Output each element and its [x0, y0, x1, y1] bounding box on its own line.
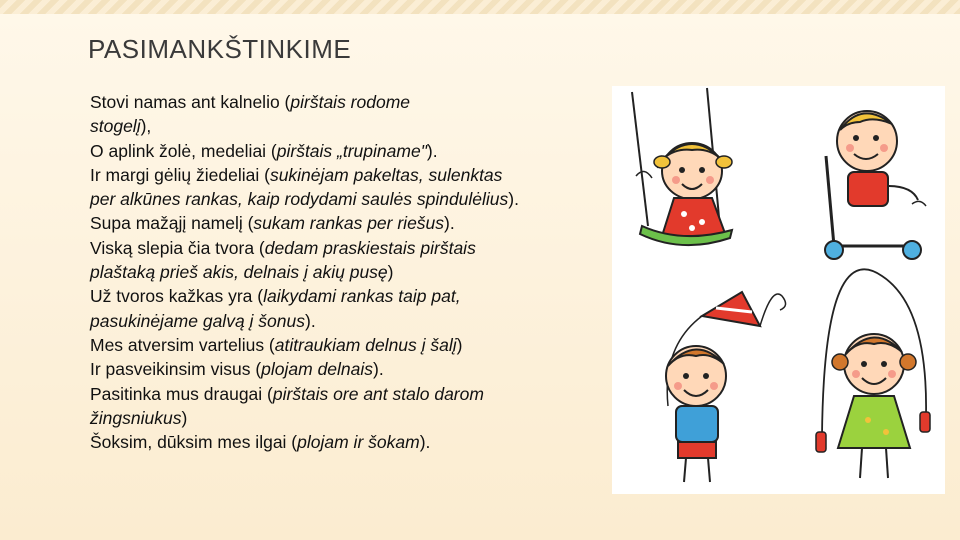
text-line-italic: per alkūnes rankas, kaip rodydami saulės spindulėlius	[90, 189, 509, 210]
text-line-plain: Šoksim, dūksim mes ilgai (	[90, 432, 298, 453]
text-line-plain: Supa mažąjį namelį (	[90, 213, 254, 234]
text-line	[90, 430, 620, 454]
text-line-italic: stogelį	[90, 116, 141, 137]
text-line-plain: Stovi namas ant kalnelio (	[90, 92, 291, 112]
text-line-plain: Pasitinka mus draugai (	[90, 383, 273, 404]
girl-with-jump-rope	[816, 269, 930, 478]
text-line	[90, 382, 620, 406]
text-line	[90, 260, 620, 284]
text-line-italic: plojam delnais	[261, 359, 374, 380]
text-line-italic: laikydami rankas taip pat,	[263, 286, 461, 307]
text-line-plain-end: ).	[508, 189, 519, 210]
text-line	[90, 90, 620, 114]
text-line-plain-end: ).	[305, 310, 316, 331]
text-line-plain-end: )	[456, 334, 463, 355]
text-line-italic: plaštaką prieš akis, delnais į akių pusę	[90, 262, 388, 283]
text-line	[90, 236, 620, 260]
text-line-italic: atitraukiam delnus į šalį	[274, 334, 457, 355]
children-illustration	[612, 86, 945, 494]
text-line	[90, 333, 620, 357]
text-line-italic: sukam rankas per riešus	[253, 213, 445, 234]
text-line	[90, 357, 620, 381]
exercise-text	[90, 90, 620, 454]
text-line-italic: pirštais rodome	[290, 92, 411, 112]
text-line-plain-end: ).	[419, 432, 431, 453]
text-line-plain-end: )	[387, 262, 394, 283]
boy-on-scooter	[825, 111, 926, 259]
girl-on-swing	[632, 88, 732, 245]
text-line-italic: dedam praskiestais pirštais	[264, 237, 476, 258]
text-line	[90, 284, 620, 308]
text-line	[90, 114, 620, 138]
text-line-italic: pirštais „trupiname"	[276, 140, 427, 161]
text-line-italic: žingsniukus	[90, 407, 182, 428]
text-line	[90, 309, 620, 333]
text-line-plain: Už tvoros kažkas yra (	[90, 286, 264, 307]
text-line-italic: pasukinėjame galvą į šonus	[90, 310, 305, 331]
text-line-plain: Ir pasveikinsim visus (	[90, 359, 262, 380]
text-line	[90, 163, 620, 187]
text-line-plain: Mes atversim vartelius (	[90, 334, 275, 355]
text-line-plain: O aplink žolė, medeliai (	[90, 140, 277, 161]
slide-title: PASIMANKŠTINKIME	[88, 34, 352, 64]
text-line-plain: Ir margi gėlių žiedeliai (	[90, 164, 270, 185]
text-line	[90, 187, 620, 211]
text-line	[90, 406, 620, 430]
boy-with-kite	[666, 346, 726, 482]
text-line-italic: sukinėjam pakeltas, sulenktas	[269, 164, 503, 185]
text-line-plain-end: ).	[444, 213, 455, 234]
decorative-top-stripe	[0, 0, 960, 14]
text-line	[90, 211, 620, 235]
text-line-plain: Viską slepia čia tvora (	[90, 237, 265, 258]
text-line	[90, 139, 620, 163]
text-line-plain-end: )	[181, 407, 188, 428]
text-line-italic: pirštais ore ant stalo darom	[272, 383, 484, 404]
text-line-plain-end: ),	[140, 116, 152, 137]
text-line-italic: plojam ir šokam	[297, 432, 420, 453]
text-line-plain-end: ).	[373, 359, 384, 380]
text-line-plain-end: ).	[426, 140, 438, 161]
